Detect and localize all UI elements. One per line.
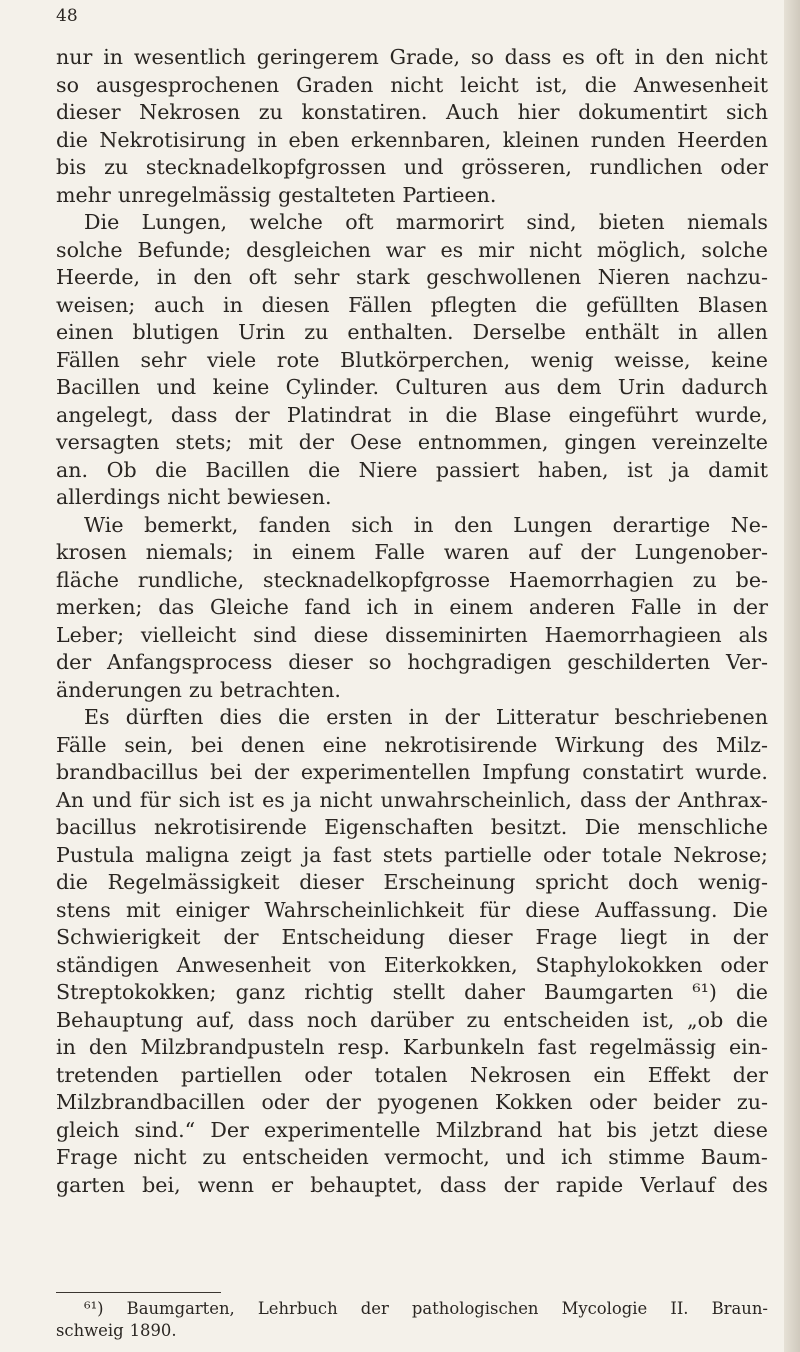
text-line: Die Lungen, welche oft marmorirt sind, bieten niemals — [84, 210, 768, 234]
text-line: Bacillen und keine Cylinder. Culturen aus dem Urin dadurch — [56, 375, 768, 399]
text-line: nur in wesentlich geringerem Grade, so dass es oft in den nicht — [56, 45, 768, 69]
footnote-line: schweig 1890. — [56, 1321, 177, 1340]
text-line: bacillus nekrotisirende Eigenschaften besitzt. Die menschliche — [56, 815, 768, 839]
text-line: Frage nicht zu entscheiden vermocht, und ich stimme Baum- — [56, 1145, 768, 1169]
page-number: 48 — [56, 6, 78, 26]
text-line: Leber; vielleicht sind diese disseminirten Haemorrhagieen als — [56, 622, 768, 647]
text-line: tretenden partiellen oder totalen Nekrosen ein Effekt der — [56, 1062, 768, 1087]
text-line: fläche rundliche, stecknadelkopfgrosse Haemorrhagien zu be- — [56, 567, 768, 592]
text-line: krosen niemals; in einem Falle waren auf der Lungenober- — [56, 540, 768, 564]
text-line: der Anfangsprocess dieser so hochgradigen geschilderten Ver- — [56, 650, 768, 674]
text-line: einen blutigen Urin zu enthalten. Derselbe enthält in allen — [56, 320, 768, 344]
text-line: versagten stets; mit der Oese entnommen, gingen vereinzelte — [56, 430, 768, 454]
footnote — [56, 1298, 768, 1342]
page-edge — [784, 0, 800, 1352]
text-line: Wie bemerkt, fanden sich in den Lungen derartige Ne- — [84, 512, 768, 537]
text-line: solche Befunde; desgleichen war es mir nicht möglich, solche — [56, 237, 768, 262]
text-line: Fälle sein, bei denen eine nekrotisirende Wirkung des Milz- — [56, 732, 768, 757]
text-line: die Regelmässigkeit dieser Erscheinung spricht doch wenig- — [56, 870, 768, 894]
text-line: stens mit einiger Wahrscheinlichkeit für diese Auffassung. Die — [56, 897, 768, 922]
text-line: An und für sich ist es ja nicht unwahrscheinlich, dass der Anthrax- — [56, 787, 768, 812]
text-line: mehr unregelmässig gestalteten Partieen. — [56, 182, 497, 207]
text-line: Streptokokken; ganz richtig stellt daher Baumgarten ⁶¹) die — [56, 980, 768, 1004]
text-line: Behauptung auf, dass noch darüber zu entscheiden ist, „ob die — [56, 1007, 768, 1032]
text-line: brandbacillus bei der experimentellen Impfung constatirt wurde. — [56, 760, 768, 784]
text-line: dieser Nekrosen zu konstatiren. Auch hier dokumentirt sich — [56, 100, 768, 124]
text-line: Es dürften dies die ersten in der Litteratur beschriebenen — [84, 705, 768, 729]
text-line: Heerde, in den oft sehr stark geschwollenen Nieren nachzu- — [56, 265, 768, 289]
text-line: Fällen sehr viele rote Blutkörperchen, wenig weisse, keine — [56, 347, 768, 372]
footnote-rule — [56, 1292, 221, 1293]
text-line: weisen; auch in diesen Fällen pflegten die gefüllten Blasen — [56, 292, 768, 317]
text-line: an. Ob die Bacillen die Niere passiert haben, ist ja damit — [56, 457, 768, 482]
text-line: Milzbrandbacillen oder der pyogenen Kokken oder beider zu- — [56, 1090, 768, 1114]
text-line: Schwierigkeit der Entscheidung dieser Frage liegt in der — [56, 925, 768, 949]
text-line: angelegt, dass der Platindrat in die Blase eingeführt wurde, — [56, 402, 768, 427]
text-line: in den Milzbrandpusteln resp. Karbunkeln fast regelmässig ein- — [56, 1035, 768, 1059]
text-line: so ausgesprochenen Graden nicht leicht ist, die Anwesenheit — [56, 72, 768, 97]
text-line: allerdings nicht bewiesen. — [56, 485, 332, 509]
footnote-line: ⁶¹) Baumgarten, Lehrbuch der pathologischen Mycologie II. Braun- — [84, 1299, 768, 1318]
body-text — [56, 44, 768, 1199]
text-line: bis zu stecknadelkopfgrossen und grösseren, rundlichen oder — [56, 155, 768, 179]
text-line: änderungen zu betrachten. — [56, 677, 341, 702]
text-line: gleich sind.“ Der experimentelle Milzbrand hat bis jetzt diese — [56, 1117, 768, 1142]
text-line: garten bei, wenn er behauptet, dass der rapide Verlauf des — [56, 1172, 768, 1197]
text-line: ständigen Anwesenheit von Eiterkokken, Staphylokokken oder — [56, 952, 768, 977]
text-line: merken; das Gleiche fand ich in einem anderen Falle in der — [56, 595, 768, 619]
text-line: Pustula maligna zeigt ja fast stets partielle oder totale Nekrose; — [56, 842, 768, 867]
text-line: die Nekrotisirung in eben erkennbaren, kleinen runden Heerden — [56, 127, 768, 152]
